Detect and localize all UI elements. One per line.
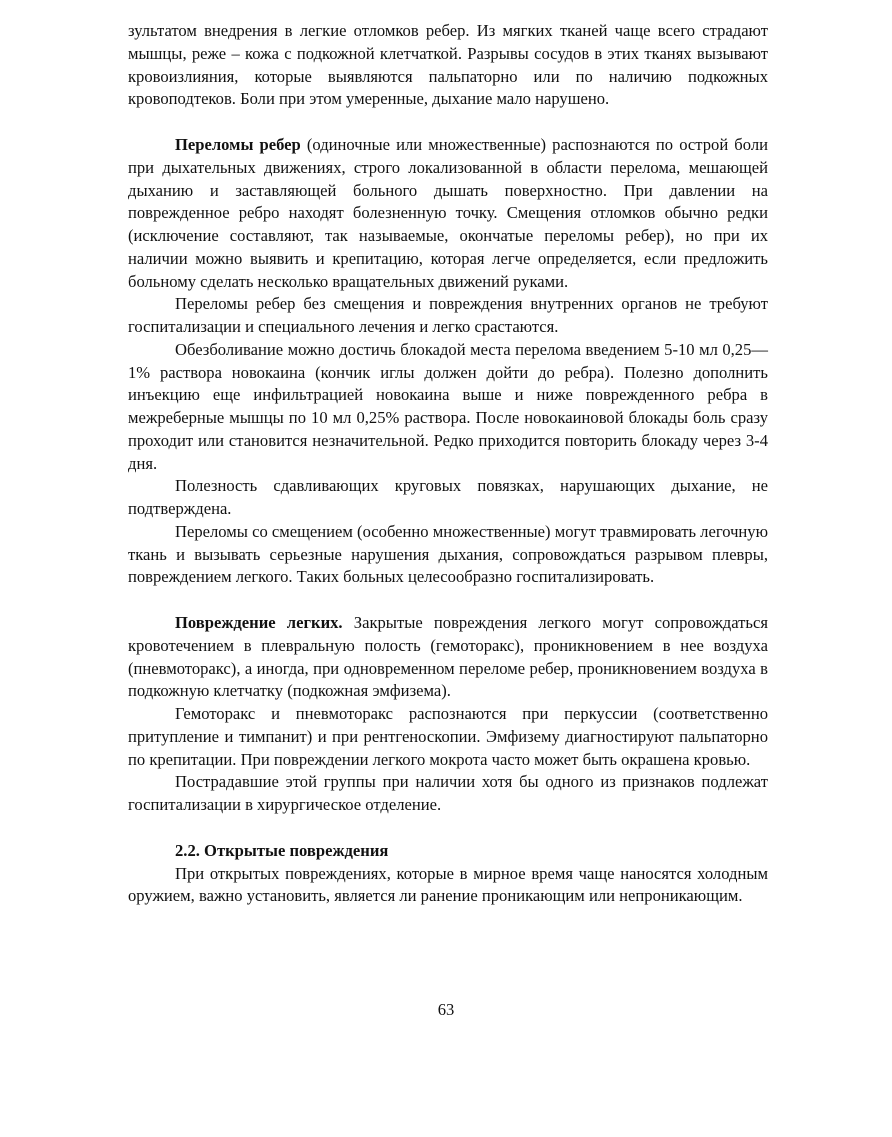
paragraph-lung-injury <box>128 612 768 703</box>
text-lung-injury: Закрытые повреждения легкого могут сопровождаться кровотечением в плевральную полость (гемоторакс), проникновением в нее воздуха (пневмоторакс), а иногда, при одновременном переломе ребер, проникновением воздуха в подкожную клетчатку (подкожная эмфизема). <box>128 613 768 701</box>
section-title-open-injuries: 2.2. Открытые повреждения <box>175 840 389 860</box>
paragraph-bandages: Полезность сдавливающих круговых повязках, нарушающих дыхание, не подтверждена. <box>128 476 768 518</box>
document-page <box>128 20 768 908</box>
heading-lung-injury: Повреждение легких. <box>175 613 343 632</box>
paragraph-hospitalization: Пострадавшие этой группы при наличии хотя бы одного из признаков подлежат госпитализации в хирургическое отделение. <box>128 772 768 814</box>
page-number: 63 <box>437 1000 455 1019</box>
paragraph-open-injuries: При открытых повреждениях, которые в мирное время чаще наносятся холодным оружием, важно установить, является ли ранение проникающим или непроникающим. <box>128 863 768 906</box>
heading-rib-fractures: Переломы ребер <box>175 135 301 154</box>
paragraph-hemothorax: Гемоторакс и пневмоторакс распознаются при перкуссии (соответственно притупление и тимпанит) и при рентгеноскопии. Эмфизему диагностируют пальпаторно по крепитации. При повреждении легкого мокрота часто может быть окрашена кровью. <box>128 704 768 769</box>
paragraph-no-displacement: Переломы ребер без смещения и повреждения внутренних органов не требуют госпитализации и специального лечения и легко срастаются. <box>128 294 768 336</box>
text-rib-fractures: (одиночные или множественные) распознаются по острой боли при дыхательных движениях, строго локализованной в области перелома, мешающей дыханию и заставляющей больного дышать поверхностно. При давлении на поврежденное ребро находят болезненную точку. Смещения отломков обычно редки (исключение составляют, так называемые, окончатые переломы ребер), но при их наличии можно выявить и крепитацию, которая легче определяется, если предложить больному сделать несколько вращательных движений руками. <box>128 135 768 291</box>
paragraph-anesthesia: Обезболивание можно достичь блокадой места перелома введением 5-10 мл 0,25—1% раствора новокаина (кончик иглы должен дойти до ребра). Полезно дополнить инъекцию еще инфильтрацией новокаина выше и ниже поврежденного ребра в межреберные мышцы по 10 мл 0,25% раствора. После новокаиновой блокады боль сразу проходит или становится незначительной. Редко приходится повторить блокаду через 3-4 дня. <box>128 339 768 473</box>
paragraph-rib-fractures <box>128 134 768 293</box>
paragraph-displaced-fractures: Переломы со смещением (особенно множественные) могут травмировать легочную ткань и вызывать серьезные нарушения дыхания, сопровождаться разрывом плевры, повреждением легкого. Таких больных целесообразно госпитализировать. <box>128 521 768 587</box>
paragraph-intro-continuation: зультатом внедрения в легкие отломков ребер. Из мягких тканей чаще всего страдают мышцы, реже – кожа с подкожной клетчаткой. Разрывы сосудов в этих тканях вызывают кровоизлияния, которые выявляются пальпаторно или по наличию подкожных кровоподтеков. Боли при этом умеренные, дыхание мало нарушено. <box>128 21 768 109</box>
